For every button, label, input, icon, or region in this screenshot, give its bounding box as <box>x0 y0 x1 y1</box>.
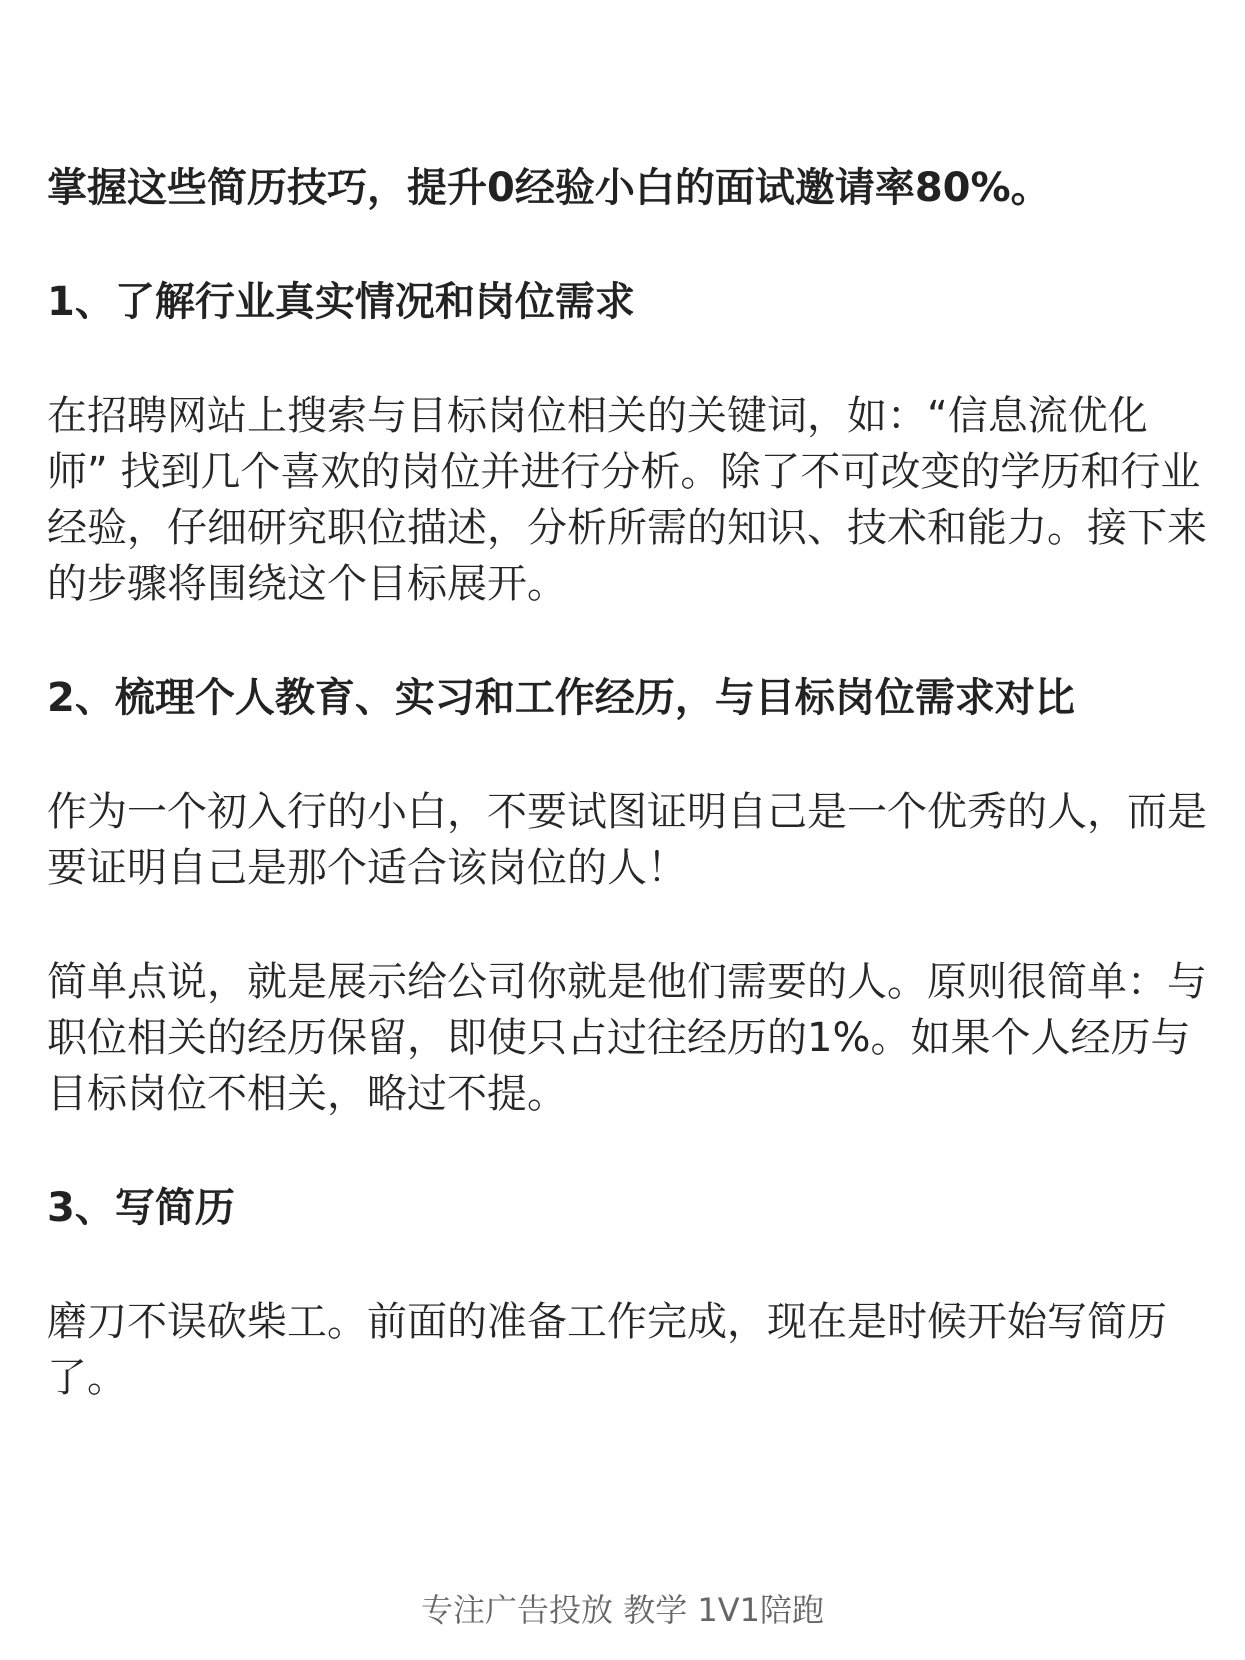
section-title-1: 1、了解行业真实情况和岗位需求 <box>47 279 635 325</box>
section-title-2: 2、梳理个人教育、实习和工作经历，与目标岗位需求对比 <box>47 675 1075 721</box>
article-body <box>47 160 1207 1406</box>
section-2-paragraph-2: 简单点说，就是展示给公司你就是他们需要的人。原则很简单：与职位相关的经历保留，即使只占过往经历的1%。如果个人经历与目标岗位不相关，略过不提。 <box>47 959 1207 1117</box>
section-1-paragraph-1: 在招聘网站上搜索与目标岗位相关的关键词，如：“信息流优化师” 找到几个喜欢的岗位并进行分析。除了不可改变的学历和行业经验，仔细研究职位描述，分析所需的知识、技术和能力。接下来的步骤将围绕这个目标展开。 <box>47 393 1207 607</box>
footer-tagline: 专注广告投放 教学 1V1陪跑 <box>421 1591 824 1629</box>
section-title-3: 3、写简历 <box>47 1185 235 1231</box>
section-2-paragraph-1: 作为一个初入行的小白，不要试图证明自己是一个优秀的人，而是要证明自己是那个适合该岗位的人！ <box>47 789 1207 891</box>
section-3-paragraph-1: 磨刀不误砍柴工。前面的准备工作完成，现在是时候开始写简历了。 <box>47 1299 1167 1401</box>
headline: 掌握这些简历技巧，提升0经验小白的面试邀请率80%。 <box>47 165 1051 211</box>
